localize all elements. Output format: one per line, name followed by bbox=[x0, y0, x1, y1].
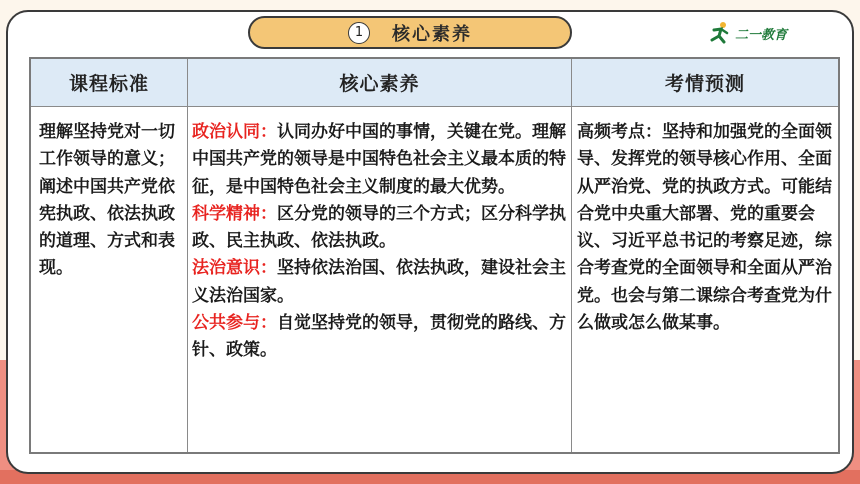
header-forecast bbox=[572, 59, 838, 107]
runner-icon bbox=[706, 20, 732, 46]
header-standard-label: 课程标准 bbox=[68, 73, 149, 95]
literacy-label: 科学精神： bbox=[192, 203, 277, 224]
brand-logo bbox=[706, 18, 787, 48]
literacy-text: 区分党的领导的三个方式；区分科学执政、民主执政、依法执政。 bbox=[192, 203, 566, 252]
literacy-label: 公共参与： bbox=[192, 313, 277, 334]
content-table bbox=[29, 57, 840, 454]
section-number: 1 bbox=[348, 22, 370, 44]
header-standard bbox=[31, 59, 188, 107]
title-banner bbox=[248, 16, 572, 49]
literacy-item bbox=[192, 201, 567, 256]
literacy-label: 法治意识： bbox=[192, 258, 277, 279]
forecast-cell: 高频考点：坚持和加强党的全面领导、发挥党的领导核心作用、全面从严治党、党的执政方式。可能结合党中央重大部署、党的重要会议、习近平总书记的考察足迹，综合考查党的全面领导和全面从严治党。也会与第二课综合考查党为什么做或怎么做某事。 bbox=[577, 122, 832, 334]
standard-cell: 理解坚持党对一切工作领导的意义；阐述中国共产党依宪执政、依法执政的道理、方式和表现。 bbox=[31, 107, 188, 452]
logo-text: 二一教育 bbox=[735, 27, 788, 43]
literacy-item bbox=[192, 310, 567, 365]
page-title: 核心素养 bbox=[392, 23, 472, 45]
literacy-item bbox=[192, 119, 567, 201]
header-literacy bbox=[188, 59, 572, 107]
literacy-cell bbox=[188, 107, 572, 452]
literacy-text: 坚持依法治国、依法执政，建设社会主义法治国家。 bbox=[192, 258, 566, 306]
literacy-text: 自觉坚持党的领导，贯彻党的路线、方针、政策。 bbox=[192, 313, 566, 361]
header-literacy-label: 核心素养 bbox=[339, 73, 420, 95]
literacy-item bbox=[192, 255, 567, 310]
literacy-text: 认同办好中国的事情，关键在党。理解中国共产党的领导是中国特色社会主义最本质的特征，是中国特色社会主义制度的最大优势。 bbox=[192, 122, 566, 197]
literacy-label: 政治认同： bbox=[192, 122, 277, 142]
header-forecast-label: 考情预测 bbox=[664, 73, 745, 95]
